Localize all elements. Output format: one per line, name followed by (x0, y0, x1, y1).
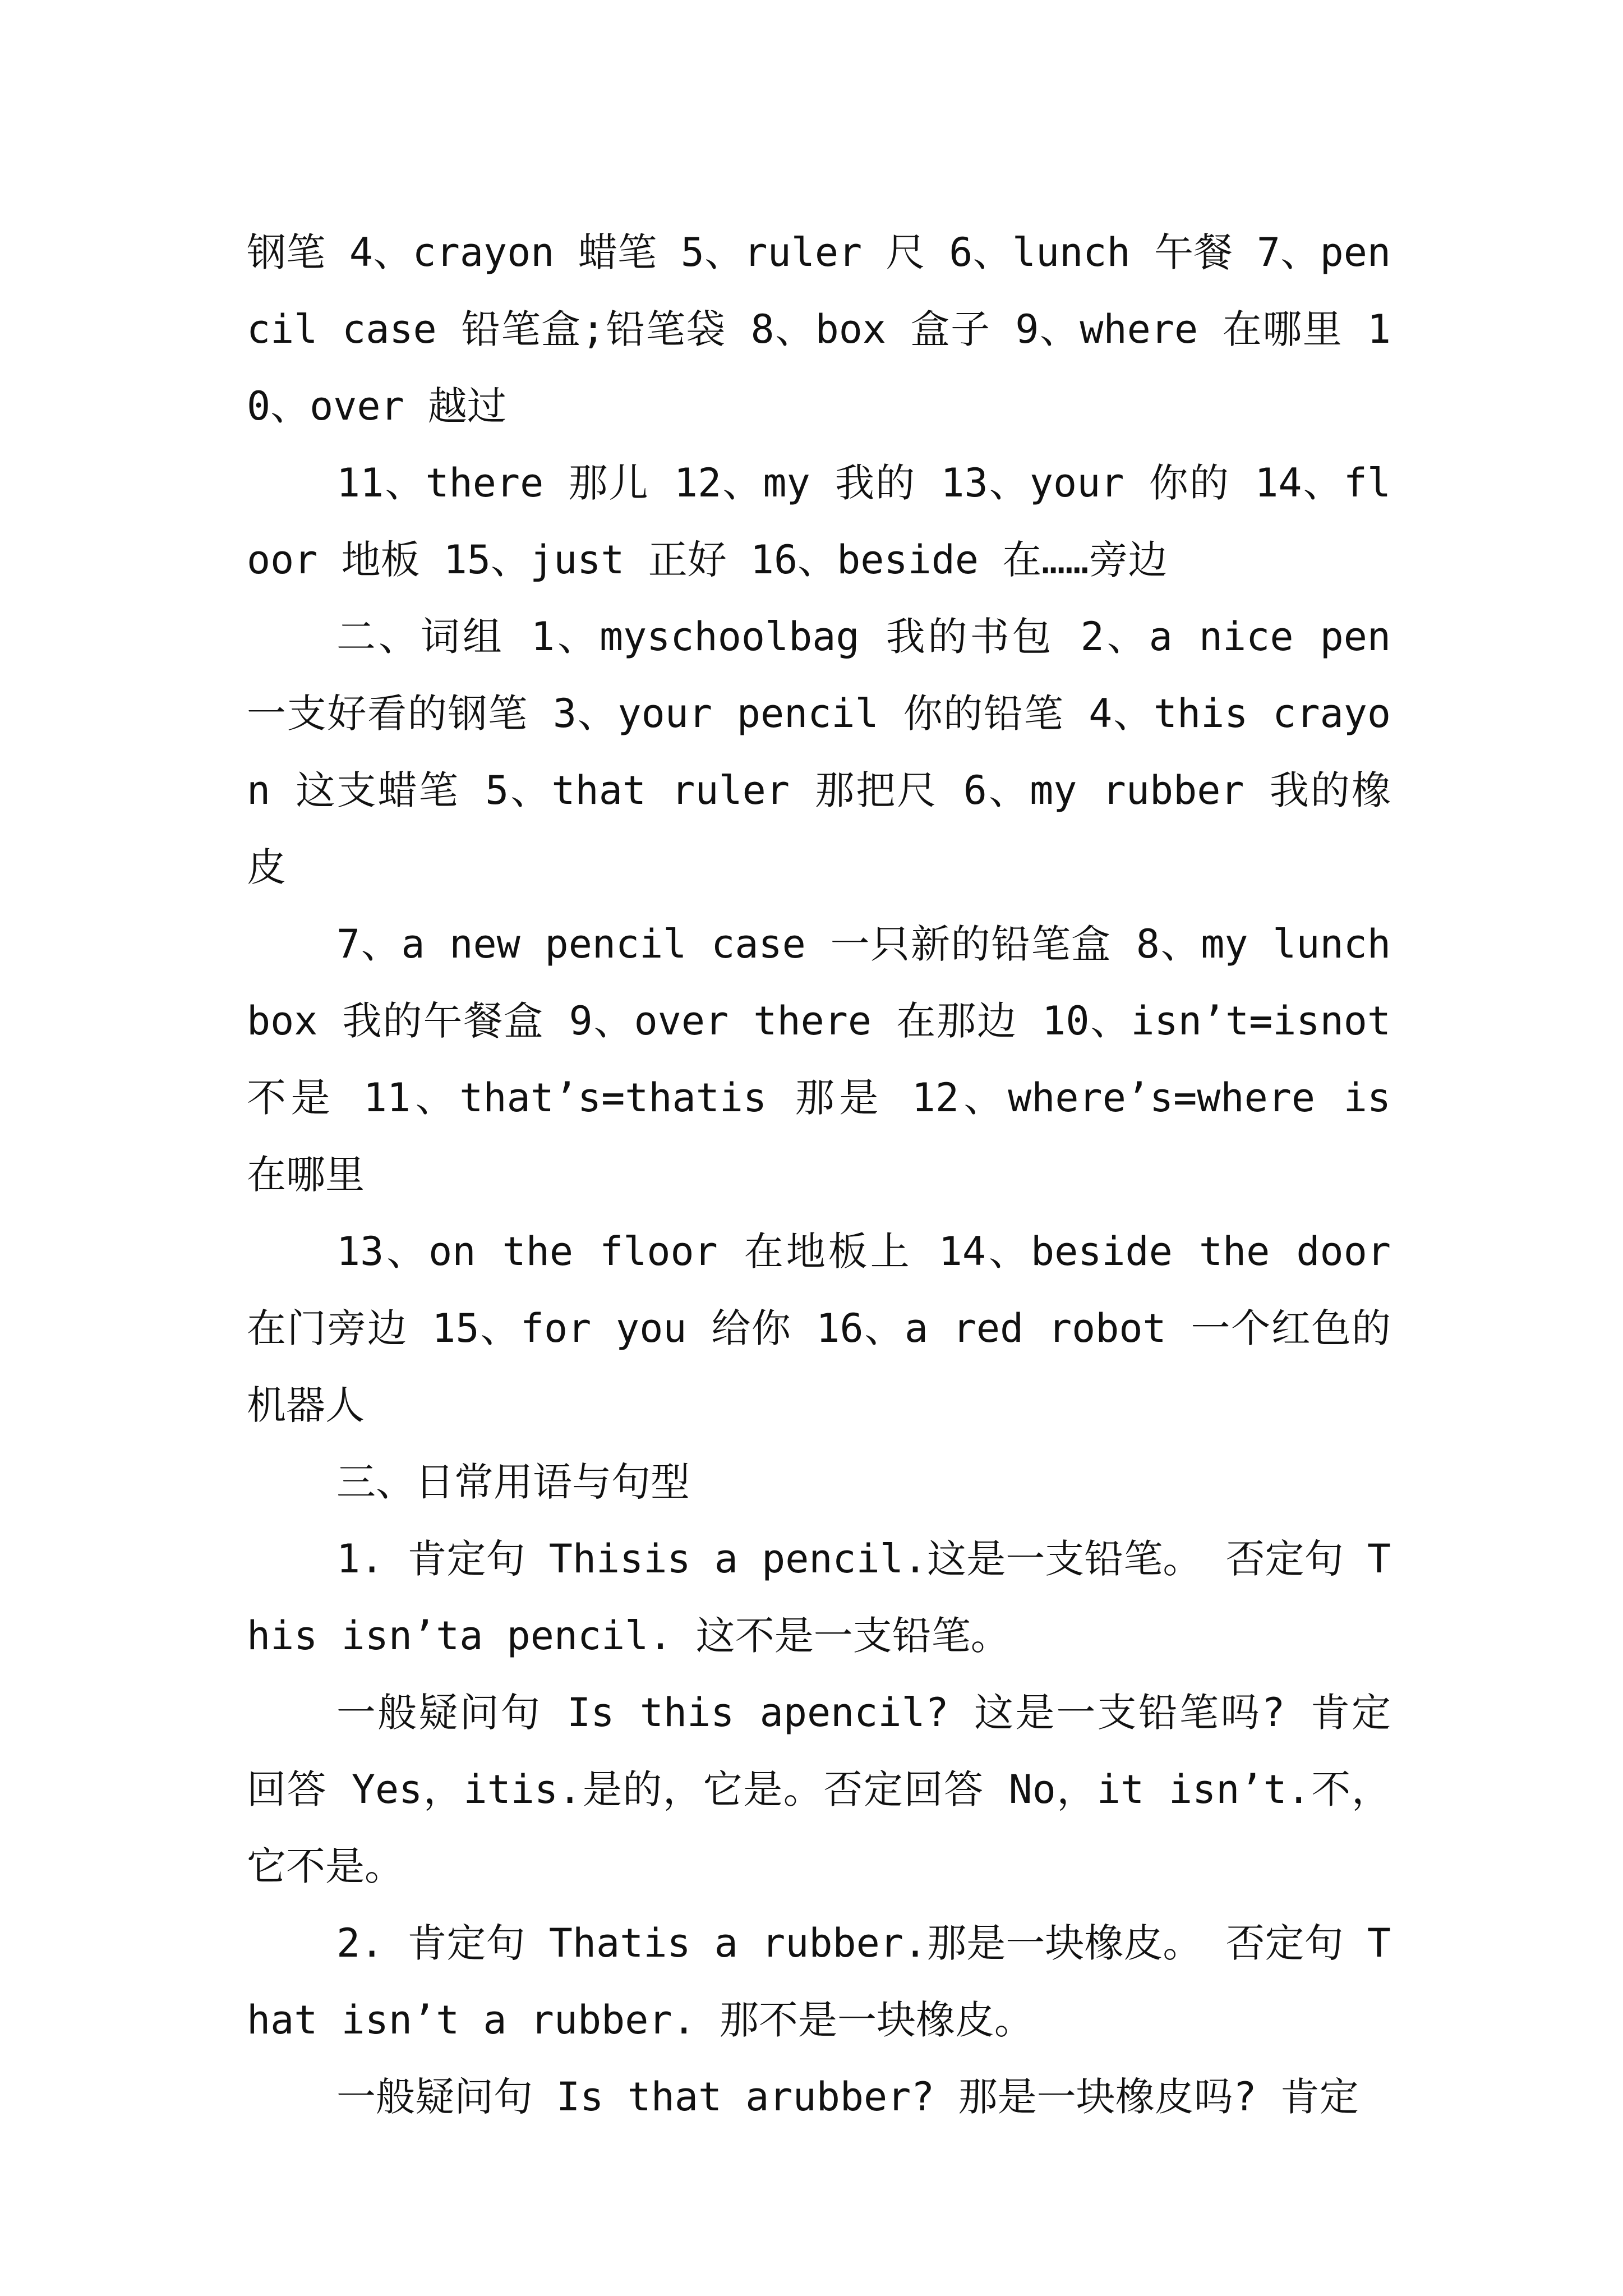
paragraph-question-1: 一般疑问句 Is this apencil? 这是一支铅笔吗? 肯定回答 Yes，itis.是的，它是。否定回答 No，it isn’t.不，它不是。 (247, 1690, 1391, 1889)
paragraph-sentence-2: 2. 肯定句 Thatis a rubber.那是一块橡皮。 否定句 That isn’t a rubber. 那不是一块橡皮。 (247, 1920, 1391, 2043)
paragraph-phrases-13-16: 13、on the floor 在地板上 14、beside the door 在门旁边 15、for you 给你 16、a red robot 一个红色的机器人 (247, 1228, 1391, 1428)
document-body (247, 214, 1391, 2136)
paragraph-sentence-1: 1. 肯定句 Thisis a pencil.这是一支铅笔。 否定句 This isn’ta pencil. 这不是一支铅笔。 (247, 1536, 1391, 1659)
paragraph-vocabulary-continued: 钢笔 4、crayon 蜡笔 5、ruler 尺 6、lunch 午餐 7、pencil case 铅笔盒;铅笔袋 8、box 盒子 9、where 在哪里 10、over 越过 (247, 229, 1391, 429)
section-heading-daily-phrases: 三、日常用语与句型 (336, 1459, 690, 1505)
paragraph-question-2: 一般疑问句 Is that arubber? 那是一块橡皮吗? 肯定 (336, 2074, 1359, 2120)
paragraph-phrases-heading: 二、词组 1、myschoolbag 我的书包 2、a nice pen 一支好看的钢笔 3、your pencil 你的铅笔 4、this crayon 这支蜡笔 5、that ruler 那把尺 6、my rubber 我的橡皮 (247, 614, 1391, 890)
paragraph-phrases-7-12: 7、a new pencil case 一只新的铅笔盒 8、my lunchbox 我的午餐盒 9、over there 在那边 10、isn’t=isnot 不是 11、that’s=thatis 那是 12、where’s=where is 在哪里 (247, 921, 1391, 1198)
paragraph-vocabulary-11-16: 11、there 那儿 12、my 我的 13、your 你的 14、floor 地板 15、just 正好 16、beside 在……旁边 (247, 460, 1391, 583)
